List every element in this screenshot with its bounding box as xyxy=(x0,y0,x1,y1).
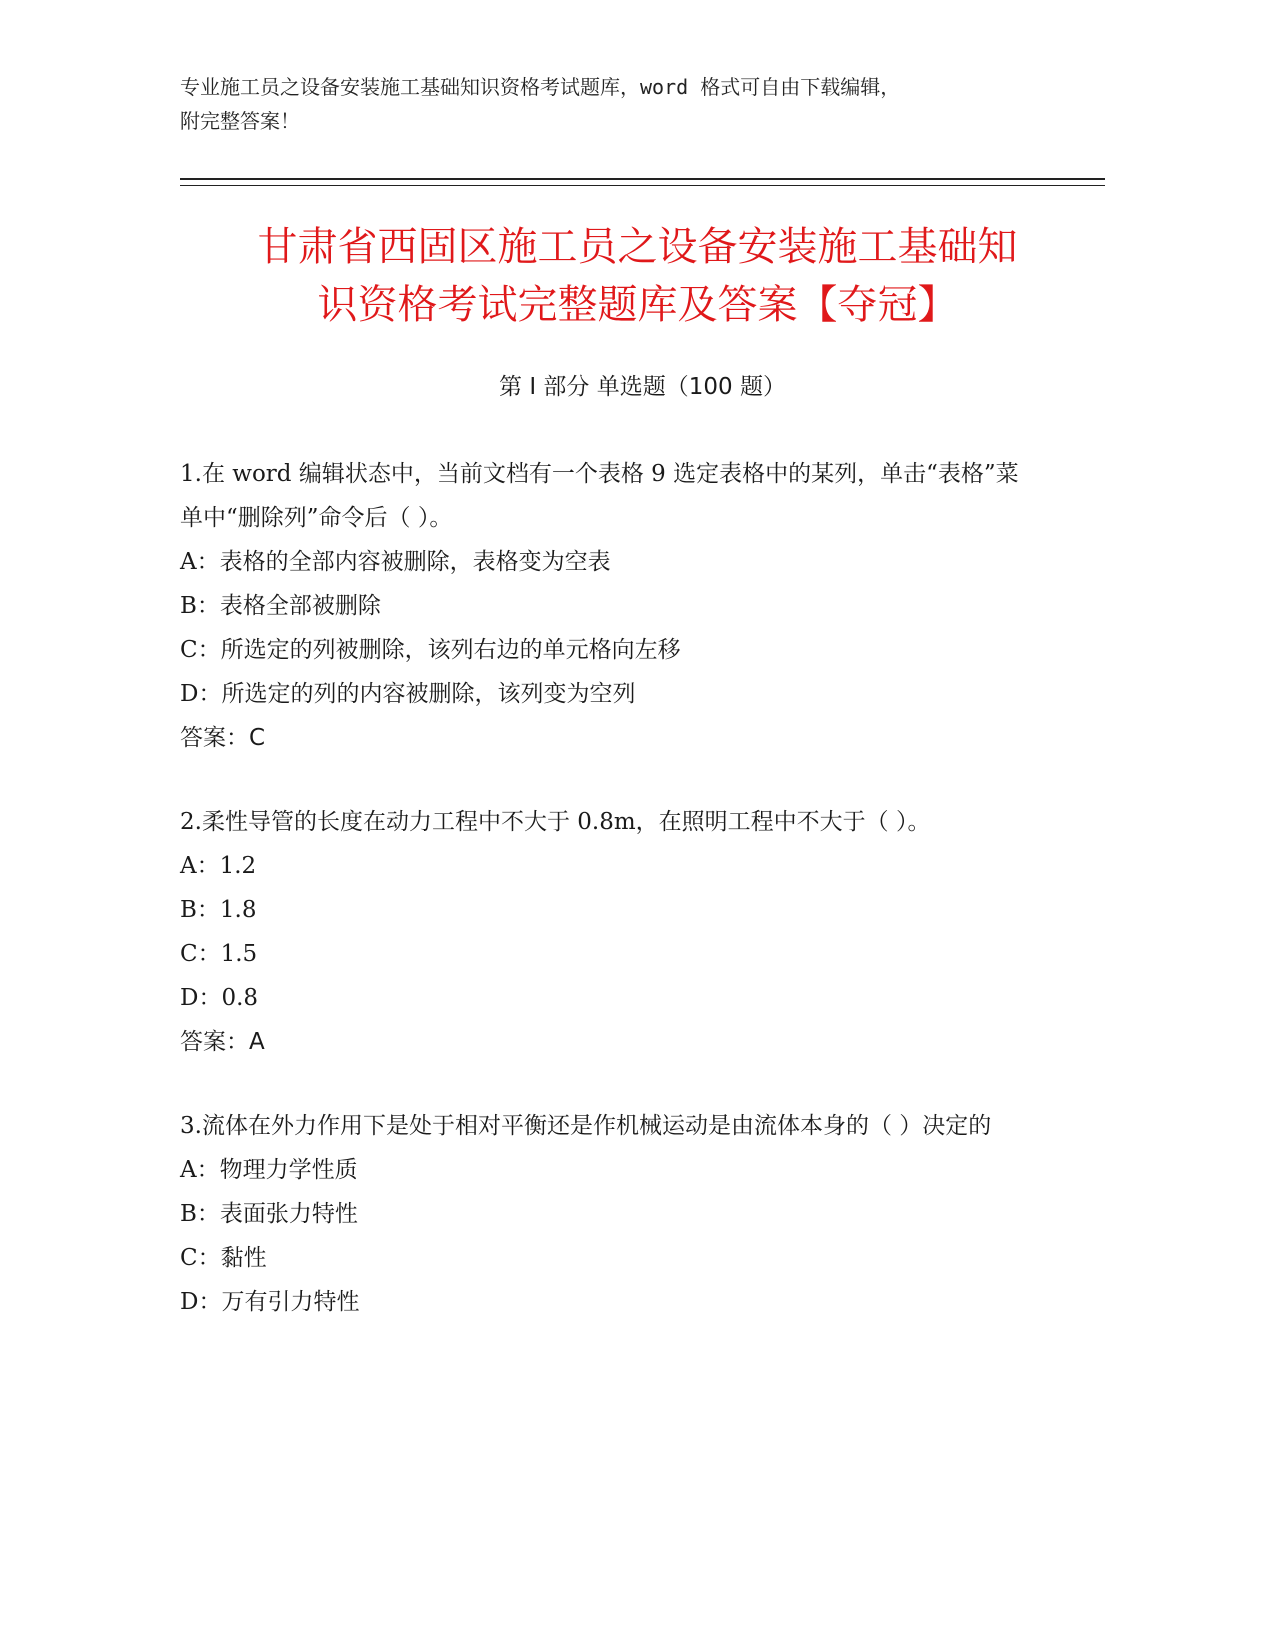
option-c: C：黏性 xyxy=(180,1245,267,1271)
question-1 xyxy=(180,452,1040,760)
option-a: A：1.2 xyxy=(180,853,257,879)
option-b: B：1.8 xyxy=(180,897,257,923)
question-2 xyxy=(180,800,1040,1064)
header-line-2: 附完整答案！ xyxy=(180,109,300,133)
section-heading: 第 I 部分 单选题（100 题） xyxy=(499,374,786,400)
question-list xyxy=(180,452,1040,1364)
document-title xyxy=(150,218,1125,334)
option-c: C：1.5 xyxy=(180,941,258,967)
question-text: 1.在 word 编辑状态中，当前文档有一个表格 9 选定表格中的某列，单击“表格”菜单中“删除列”命令后（ ）。 xyxy=(180,461,1019,531)
option-b: B：表格全部被删除 xyxy=(180,593,381,619)
option-b: B：表面张力特性 xyxy=(180,1201,358,1227)
question-3 xyxy=(180,1104,1040,1324)
option-d: D：万有引力特性 xyxy=(180,1289,360,1315)
question-text: 3.流体在外力作用下是处于相对平衡还是作机械运动是由流体本身的（ ）决定的 xyxy=(180,1113,992,1139)
option-d: D：0.8 xyxy=(180,985,259,1011)
option-c: C：所选定的列被删除，该列右边的单元格向左移 xyxy=(180,637,681,663)
option-a: A：表格的全部内容被删除，表格变为空表 xyxy=(180,549,611,575)
document-header xyxy=(180,70,1040,138)
header-divider xyxy=(180,178,1105,186)
title-line-1: 甘肃省西固区施工员之设备安装施工基础知 xyxy=(257,224,1018,270)
header-line-1: 专业施工员之设备安装施工基础知识资格考试题库，word 格式可自由下载编辑， xyxy=(180,75,901,99)
option-d: D：所选定的列的内容被删除，该列变为空列 xyxy=(180,681,636,707)
option-a: A：物理力学性质 xyxy=(180,1157,358,1183)
question-text: 2.柔性导管的长度在动力工程中不大于 0.8m，在照明工程中不大于（ ）。 xyxy=(180,809,931,835)
title-line-2: 识资格考试完整题库及答案【夺冠】 xyxy=(317,282,958,328)
answer: 答案：A xyxy=(180,1029,265,1055)
answer: 答案：C xyxy=(180,725,266,751)
